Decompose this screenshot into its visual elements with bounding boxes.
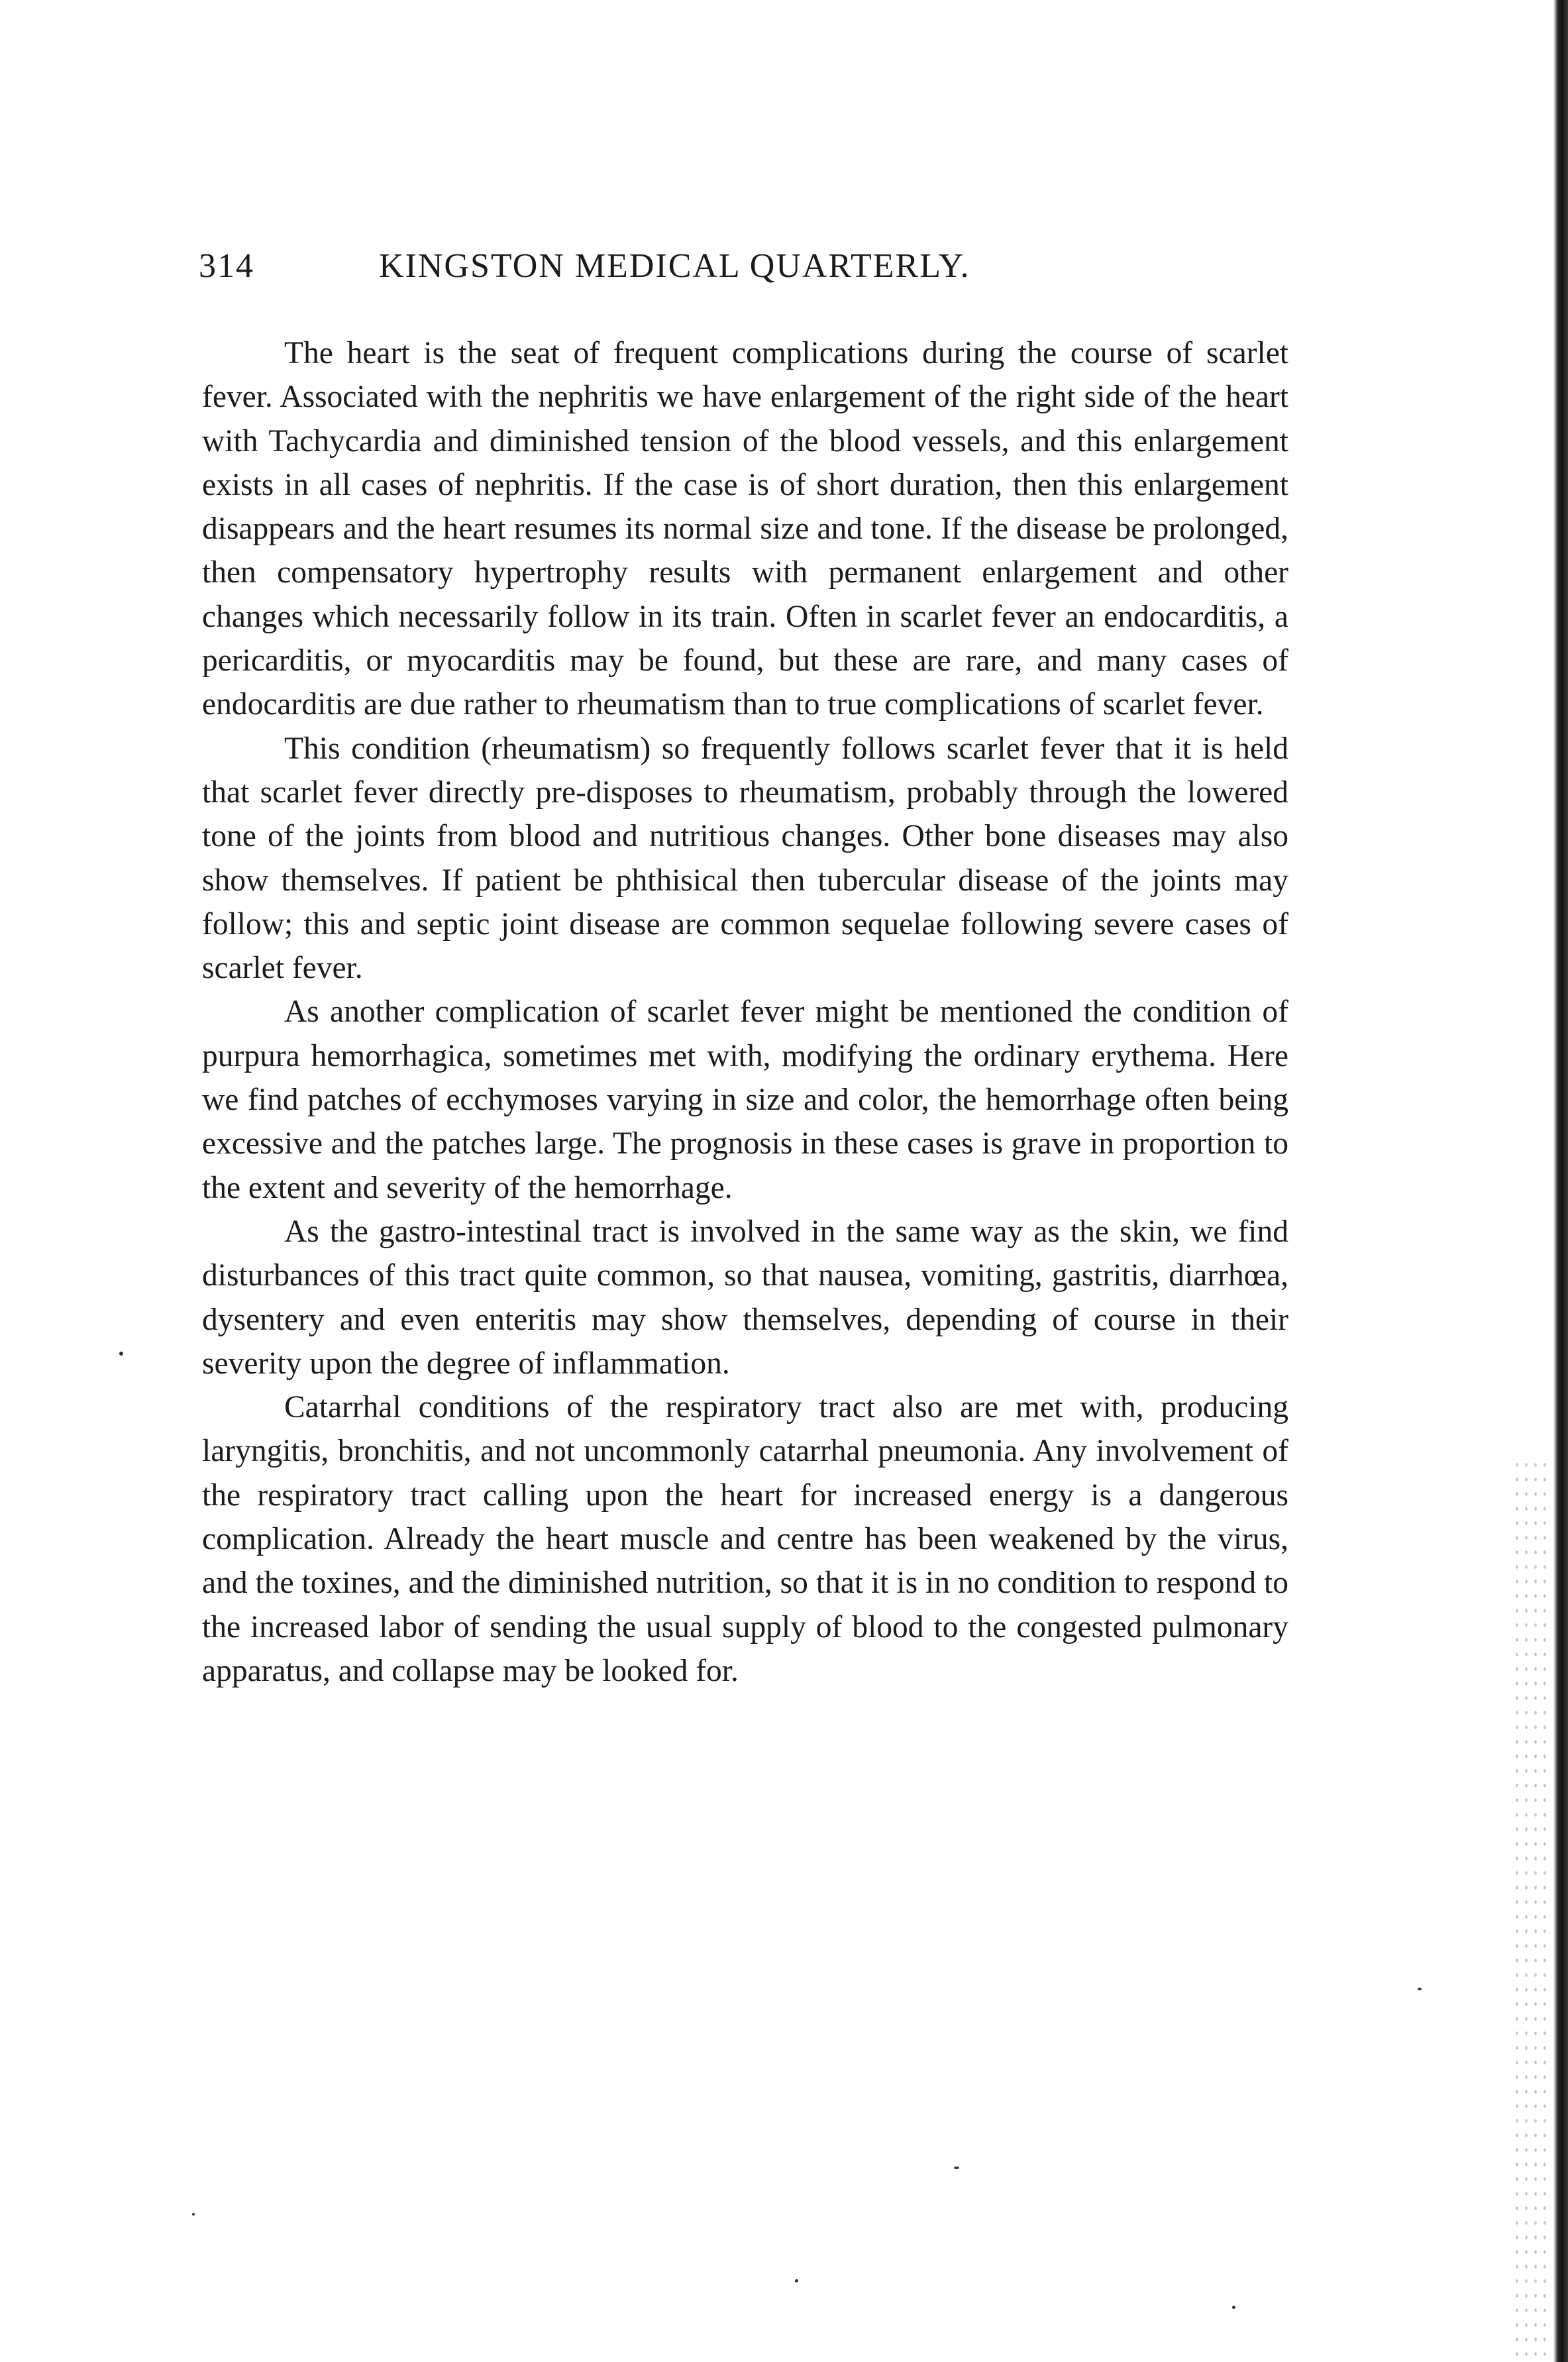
article-body	[202, 331, 1288, 1693]
paragraph-purpura: As another complication of scarlet fever might be mentioned the condition of purpura hemorrhagica, sometimes met with, modifying the ordinary erythema. Here we find patches of ecchymoses varying in size and color, the hemorrhage often being excessive and the patches large. The prognosis in these cases is grave in proportion to the extent and severity of the hemorrhage.	[202, 994, 1288, 1205]
paragraph-heart-complications: The heart is the seat of frequent complications during the course of scarlet fever. Associated with the nephritis we have enlargement of the right side of the heart with Tachycardia and diminished tension of the blood vessels, and this enlargement exists in all cases of nephritis. If the case is of short duration, then this enlargement disappears and the heart resumes its normal size and tone. If the disease be prolonged, then compensatory hypertrophy results with permanent enlargement and other changes which necessarily follow in its train. Often in scarlet fever an endocarditis, a pericarditis, or myocarditis may be found, but these are rare, and many cases of endocarditis are due rather to rheumatism than to true complications of scarlet fever.	[202, 336, 1288, 722]
scan-speck	[1232, 2306, 1235, 2309]
page-number: 314	[199, 247, 254, 285]
scan-noise	[1512, 1458, 1552, 2359]
paragraph-rheumatism: This condition (rheumatism) so frequently follows scarlet fever that it is held that scarlet fever directly pre-disposes to rheumatism, probably through the lowered tone of the joints from blood and nutritious changes. Other bone diseases may also show themselves. If patient be phthisical then tubercular disease of the joints may follow; this and septic joint disease are common sequelae following severe cases of scarlet fever.	[202, 731, 1288, 986]
binding-edge	[1553, 0, 1568, 2362]
scan-speck	[119, 1352, 123, 1356]
running-head: KINGSTON MEDICAL QUARTERLY.	[379, 247, 970, 285]
page-header	[199, 246, 1285, 306]
scan-speck	[192, 2213, 195, 2216]
paragraph-respiratory: Catarrhal conditions of the respiratory tract also are met with, producing laryngitis, bronchitis, and not uncommonly catarrhal pneumonia. Any involvement of the respiratory tract calling upon the heart for increased energy is a dangerous complication. Already the heart muscle and centre has been weakened by the virus, and the toxines, and the diminished nutrition, so that it is in no condition to respond to the increased labor of sending the usual supply of blood to the congested pulmonary apparatus, and collapse may be looked for.	[202, 1390, 1288, 1688]
scan-speck	[795, 2279, 798, 2282]
scan-speck	[1418, 1988, 1422, 1990]
scan-speck	[954, 2167, 959, 2169]
paragraph-gastro-intestinal: As the gastro-intestinal tract is involved in the same way as the skin, we find disturbances of this tract quite common, so that nausea, vomiting, gastritis, diarrhœa, dysentery and even enteritis may show themselves, depending of course in their severity upon the degree of inflammation.	[202, 1214, 1288, 1381]
